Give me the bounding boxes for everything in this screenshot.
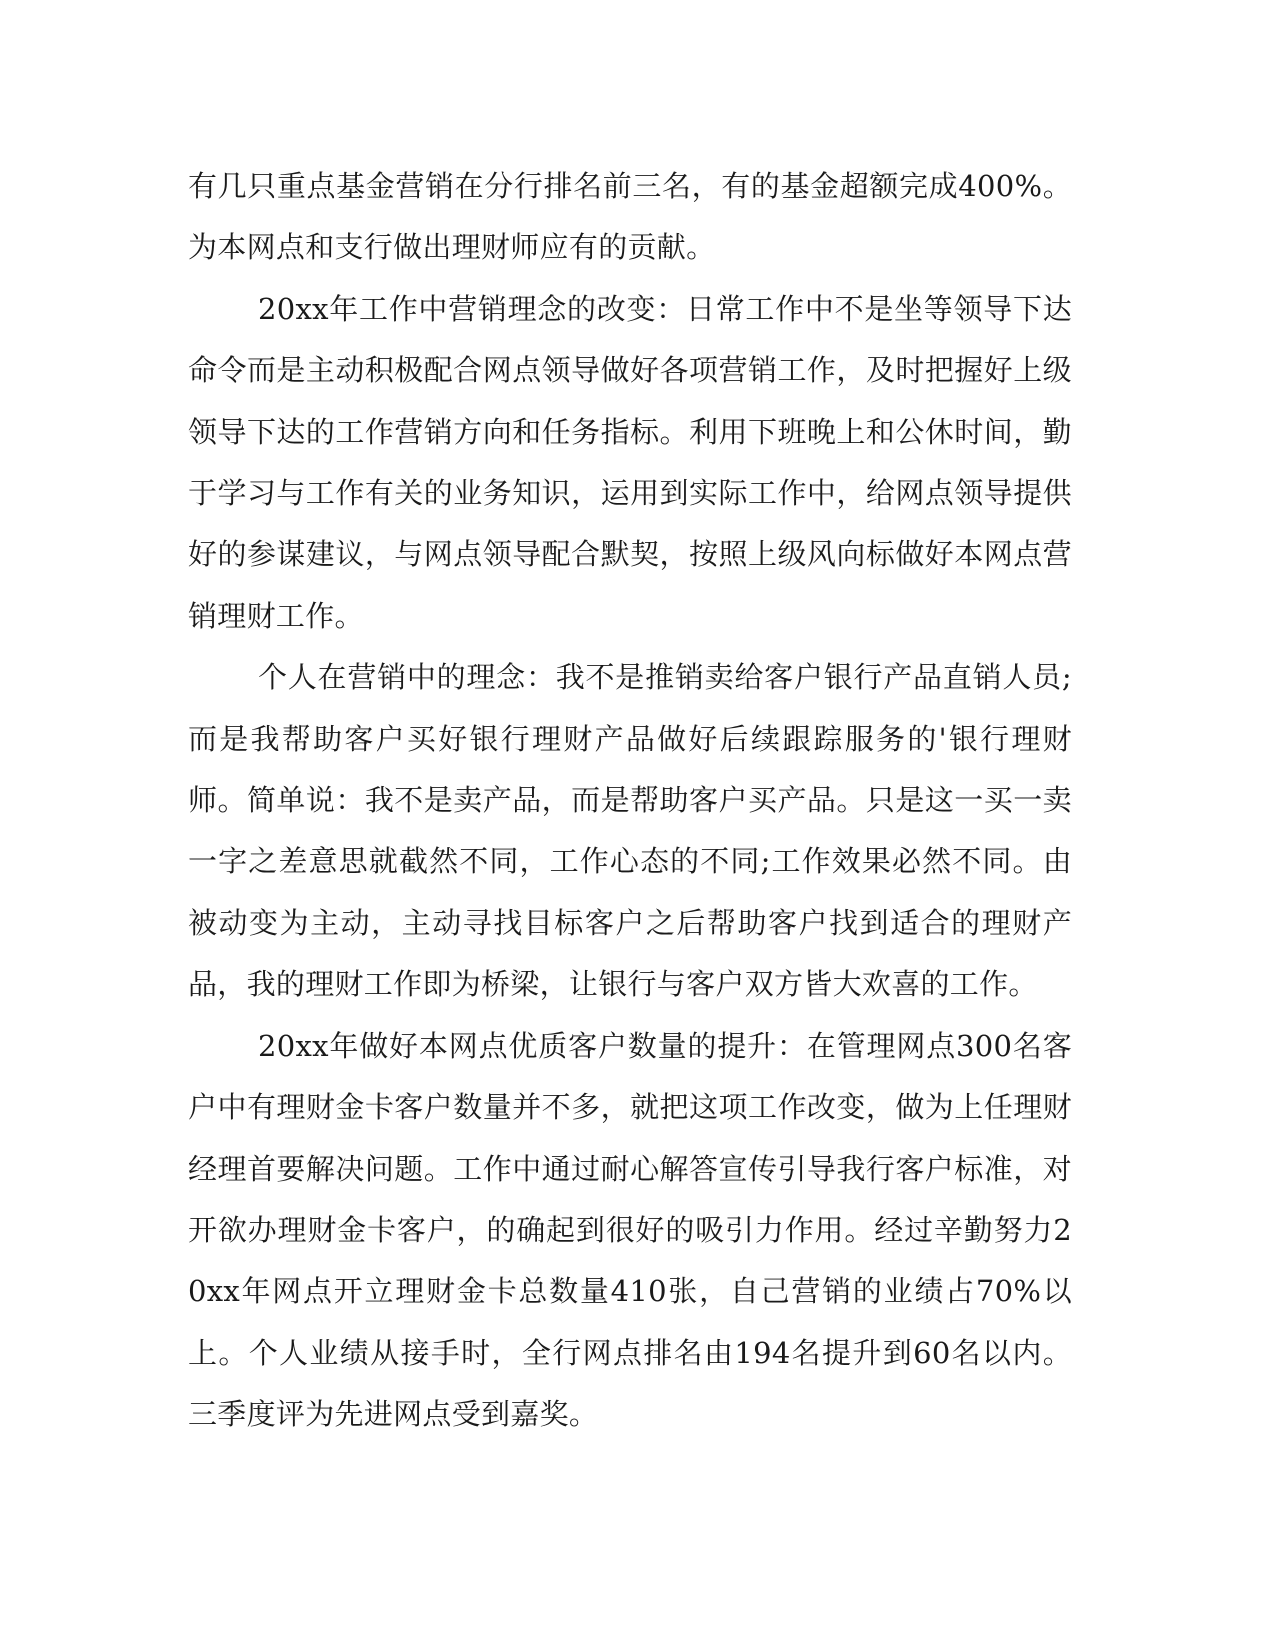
document-body xyxy=(188,156,1072,1446)
paragraph-personal-marketing-philosophy: 个人在营销中的理念：我不是推销卖给客户银行产品直销人员;而是我帮助客户买好银行理财产品做好后续跟踪服务的'银行理财师。简单说：我不是卖产品，而是帮助客户买产品。只是这一买一卖一字之差意思就截然不同，工作心态的不同;工作效果必然不同。由被动变为主动，主动寻找目标客户之后帮助客户找到适合的理财产品，我的理财工作即为桥梁，让银行与客户双方皆大欢喜的工作。 xyxy=(188,660,1072,1002)
paragraph-customer-growth: 20xx年做好本网点优质客户数量的提升：在管理网点300名客户中有理财金卡客户数量并不多，就把这项工作改变，做为上任理财经理首要解决问题。工作中通过耐心解答宣传引导我行客户标准，对开欲办理财金卡客户，的确起到很好的吸引力作用。经过辛勤努力20xx年网点开立理财金卡总数量410张，自己营销的业绩占70%以上。个人业绩从接手时，全行网点排名由194名提升到60名以内。三季度评为先进网点受到嘉奖。 xyxy=(188,1028,1072,1432)
paragraph-fund-ranking: 有几只重点基金营销在分行排名前三名，有的基金超额完成400%。为本网点和支行做出理财师应有的贡献。 xyxy=(188,169,1072,265)
paragraph-marketing-concept-change: 20xx年工作中营销理念的改变：日常工作中不是坐等领导下达命令而是主动积极配合网点领导做好各项营销工作，及时把握好上级领导下达的工作营销方向和任务指标。利用下班晚上和公休时间，勤于学习与工作有关的业务知识，运用到实际工作中，给网点领导提供好的参谋建议，与网点领导配合默契，按照上级风向标做好本网点营销理财工作。 xyxy=(188,291,1072,633)
